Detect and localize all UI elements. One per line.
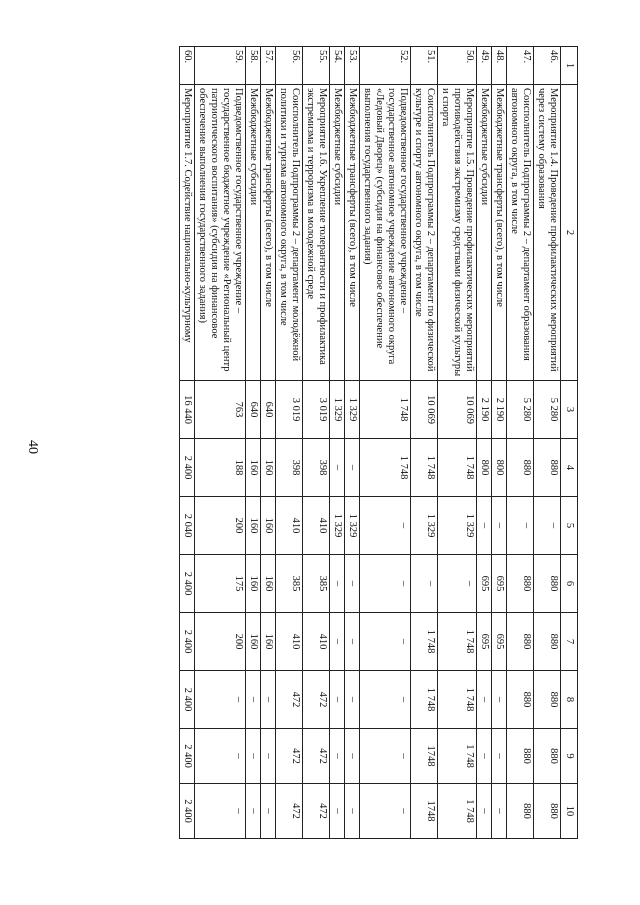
value-cell: – — [261, 784, 276, 839]
value-cell: 1748 — [411, 784, 438, 839]
value-cell: 880 — [507, 671, 534, 729]
value-cell: 880 — [534, 439, 561, 497]
row-name: Межбюджетные субсидии — [330, 85, 345, 381]
table-row — [492, 47, 507, 839]
row-name: Подведомственное государственное учреждение – государственное автономное учреждение автономного округа «Ледовый Дворец» (субсидия на финансовое обеспечение выполнения государственного задания) — [360, 85, 411, 381]
page-number: 40 — [25, 440, 40, 454]
column-header: 4 — [561, 439, 578, 497]
value-cell: 695 — [492, 613, 507, 671]
value-cell: 1 748 — [438, 671, 477, 729]
row-number: 52. — [360, 47, 411, 85]
value-cell: 472 — [303, 671, 330, 729]
value-cell: 2 400 — [180, 784, 195, 839]
value-cell: – — [195, 729, 246, 784]
value-cell: 2 400 — [180, 613, 195, 671]
value-cell: 410 — [303, 497, 330, 555]
row-name: Мероприятие 1.6. Укрепление толерантности и профилактика экстремизма и терроризма в молодежной среде — [303, 85, 330, 381]
table-row — [411, 47, 438, 839]
value-cell: 880 — [534, 613, 561, 671]
value-cell: 5 280 — [507, 381, 534, 439]
value-cell: 880 — [507, 784, 534, 839]
row-number: 57. — [261, 47, 276, 85]
row-name: Межбюджетные субсидии — [246, 85, 261, 381]
row-name: Межбюджетные субсидии — [477, 85, 492, 381]
value-cell: 1 329 — [438, 497, 477, 555]
table-row — [303, 47, 330, 839]
value-cell: 763 — [195, 381, 246, 439]
value-cell: – — [492, 497, 507, 555]
value-cell: – — [360, 784, 411, 839]
value-cell: 410 — [276, 497, 303, 555]
value-cell: 880 — [507, 613, 534, 671]
value-cell: 10 069 — [438, 381, 477, 439]
row-number: 58. — [246, 47, 261, 85]
value-cell: 1 329 — [411, 497, 438, 555]
column-header: 8 — [561, 671, 578, 729]
row-name: Мероприятие 1.5. Проведение профилактических мероприятий противодействия экстремизму средствами физической культуры и спорта — [438, 85, 477, 381]
row-number: 59. — [195, 47, 246, 85]
value-cell: 472 — [276, 729, 303, 784]
value-cell: 160 — [261, 613, 276, 671]
value-cell: 200 — [195, 497, 246, 555]
value-cell: 2 400 — [180, 439, 195, 497]
value-cell: 160 — [261, 497, 276, 555]
value-cell: 160 — [261, 555, 276, 613]
value-cell: 398 — [276, 439, 303, 497]
value-cell: 1 748 — [438, 729, 477, 784]
column-header: 6 — [561, 555, 578, 613]
value-cell: 3 019 — [276, 381, 303, 439]
row-number: 48. — [492, 47, 507, 85]
value-cell: 188 — [195, 439, 246, 497]
value-cell: 880 — [507, 439, 534, 497]
value-cell: 1748 — [411, 729, 438, 784]
value-cell: 385 — [303, 555, 330, 613]
value-cell: 1 748 — [411, 671, 438, 729]
value-cell: 1 329 — [330, 497, 345, 555]
table-row — [477, 47, 492, 839]
value-cell: 2 400 — [180, 555, 195, 613]
value-cell: – — [360, 497, 411, 555]
row-name: Мероприятие 1.7. Содействие национально-культурному — [180, 85, 195, 381]
row-name: Соисполнитель Подпрограммы 2 – департамент по физической культуре и спорту автономного округа, в том числе — [411, 85, 438, 381]
value-cell: 800 — [477, 439, 492, 497]
value-cell: – — [534, 497, 561, 555]
table-row — [195, 47, 246, 839]
value-cell: 398 — [303, 439, 330, 497]
value-cell: 1 748 — [438, 784, 477, 839]
value-cell: 472 — [276, 671, 303, 729]
row-number: 56. — [276, 47, 303, 85]
value-cell: 640 — [246, 381, 261, 439]
table-row — [438, 47, 477, 839]
row-name: Межбюджетные трансферты (всего), в том числе — [492, 85, 507, 381]
value-cell: – — [492, 729, 507, 784]
column-header: 5 — [561, 497, 578, 555]
row-number: 49. — [477, 47, 492, 85]
value-cell: 695 — [492, 555, 507, 613]
column-header: 2 — [561, 85, 578, 381]
value-cell: – — [360, 613, 411, 671]
value-cell: – — [246, 784, 261, 839]
value-cell: – — [438, 555, 477, 613]
budget-table-wrapper — [58, 46, 578, 838]
value-cell: 160 — [261, 439, 276, 497]
value-cell: 880 — [534, 729, 561, 784]
value-cell: 472 — [276, 784, 303, 839]
value-cell: 2 040 — [180, 497, 195, 555]
column-header: 7 — [561, 613, 578, 671]
row-number: 50. — [438, 47, 477, 85]
value-cell: – — [477, 671, 492, 729]
row-number: 54. — [330, 47, 345, 85]
value-cell: 2 190 — [492, 381, 507, 439]
table-row — [345, 47, 360, 839]
table-row — [507, 47, 534, 839]
value-cell: – — [246, 671, 261, 729]
value-cell: 1 748 — [360, 381, 411, 439]
table-row — [360, 47, 411, 839]
row-number: 46. — [534, 47, 561, 85]
value-cell: 880 — [507, 555, 534, 613]
value-cell: – — [477, 729, 492, 784]
table-row — [276, 47, 303, 839]
value-cell: – — [330, 671, 345, 729]
value-cell: – — [492, 784, 507, 839]
value-cell: – — [345, 671, 360, 729]
value-cell: 1 748 — [438, 439, 477, 497]
row-number: 51. — [411, 47, 438, 85]
value-cell: – — [195, 671, 246, 729]
row-name: Мероприятие 1.4. Проведение профилактических мероприятий через систему образования — [534, 85, 561, 381]
value-cell: 880 — [507, 729, 534, 784]
value-cell: 800 — [492, 439, 507, 497]
value-cell: – — [492, 671, 507, 729]
column-header: 3 — [561, 381, 578, 439]
row-number: 53. — [345, 47, 360, 85]
value-cell: 472 — [303, 729, 330, 784]
row-name: Подведомственное государственное учреждение – государственное бюджетное учреждение «Региональный центр патриотического воспитания» (субсидия на финансовое обеспечение выполнения государственного задания) — [195, 85, 246, 381]
row-name: Соисполнитель Подпрограммы 2 – департамент молодёжной политики и туризма автономного округа, в том числе — [276, 85, 303, 381]
value-cell: – — [411, 555, 438, 613]
value-cell: – — [261, 671, 276, 729]
row-name: Межбюджетные трансферты (всего), в том числе — [261, 85, 276, 381]
column-header: 9 — [561, 729, 578, 784]
value-cell: – — [360, 671, 411, 729]
column-header: 10 — [561, 784, 578, 839]
value-cell: 1 329 — [345, 497, 360, 555]
value-cell: 1 748 — [411, 439, 438, 497]
value-cell: – — [345, 729, 360, 784]
value-cell: 2 190 — [477, 381, 492, 439]
value-cell: 16 440 — [180, 381, 195, 439]
value-cell: – — [345, 784, 360, 839]
value-cell: 2 400 — [180, 729, 195, 784]
value-cell: 695 — [477, 555, 492, 613]
value-cell: 472 — [303, 784, 330, 839]
table-row — [261, 47, 276, 839]
table-header-row — [561, 47, 578, 839]
value-cell: – — [360, 729, 411, 784]
value-cell: – — [477, 784, 492, 839]
value-cell: – — [195, 784, 246, 839]
value-cell: 385 — [276, 555, 303, 613]
row-name: Межбюджетные трансферты (всего), в том числе — [345, 85, 360, 381]
value-cell: 640 — [261, 381, 276, 439]
value-cell: 3 019 — [303, 381, 330, 439]
value-cell: 200 — [195, 613, 246, 671]
value-cell: 10 069 — [411, 381, 438, 439]
value-cell: – — [345, 613, 360, 671]
value-cell: – — [330, 555, 345, 613]
table-row — [180, 47, 195, 839]
column-header: 1 — [561, 47, 578, 85]
value-cell: – — [507, 497, 534, 555]
value-cell: 160 — [246, 439, 261, 497]
value-cell: 5 280 — [534, 381, 561, 439]
value-cell: – — [477, 497, 492, 555]
value-cell: 175 — [195, 555, 246, 613]
value-cell: 1 748 — [360, 439, 411, 497]
value-cell: – — [345, 439, 360, 497]
table-row — [534, 47, 561, 839]
value-cell: 160 — [246, 497, 261, 555]
value-cell: 160 — [246, 555, 261, 613]
row-number: 55. — [303, 47, 330, 85]
value-cell: 1 748 — [438, 613, 477, 671]
value-cell: 1 329 — [345, 381, 360, 439]
row-name: Соисполнитель Подпрограммы 2 – департамент образования автономного округа, в том числе — [507, 85, 534, 381]
value-cell: – — [330, 729, 345, 784]
value-cell: – — [330, 784, 345, 839]
value-cell: – — [246, 729, 261, 784]
value-cell: – — [360, 555, 411, 613]
value-cell: 695 — [477, 613, 492, 671]
value-cell: 1 329 — [330, 381, 345, 439]
budget-table — [179, 46, 578, 839]
value-cell: 160 — [246, 613, 261, 671]
value-cell: – — [330, 439, 345, 497]
value-cell: – — [345, 555, 360, 613]
table-row — [246, 47, 261, 839]
value-cell: 1 748 — [411, 613, 438, 671]
value-cell: 410 — [303, 613, 330, 671]
row-number: 60. — [180, 47, 195, 85]
value-cell: 880 — [534, 784, 561, 839]
value-cell: 410 — [276, 613, 303, 671]
value-cell: 880 — [534, 555, 561, 613]
row-number: 47. — [507, 47, 534, 85]
value-cell: 880 — [534, 671, 561, 729]
value-cell: 2 400 — [180, 671, 195, 729]
table-row — [330, 47, 345, 839]
value-cell: – — [330, 613, 345, 671]
value-cell: – — [261, 729, 276, 784]
